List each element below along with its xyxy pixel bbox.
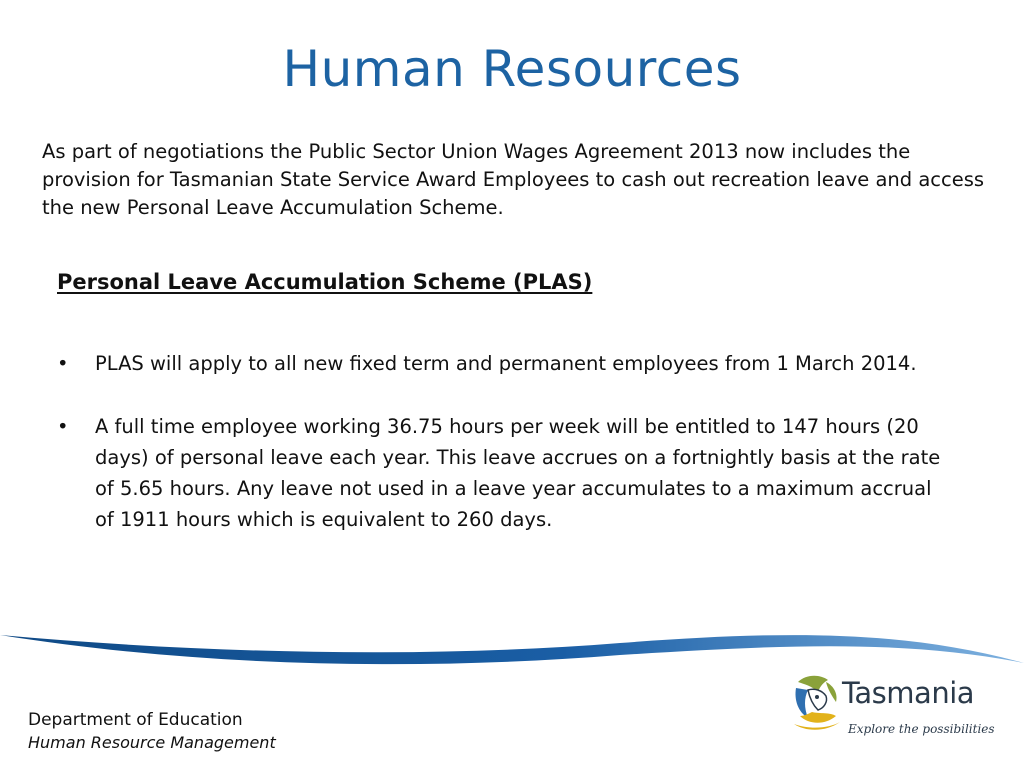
decorative-swoosh (0, 615, 1024, 675)
department-block (28, 708, 276, 754)
bullet-marker: • (57, 352, 69, 375)
department-name: Department of Education (28, 710, 243, 730)
bullet-item (57, 348, 947, 379)
logo-wordmark: Tasmania (842, 676, 975, 710)
tasmanian-tiger-emblem-icon (790, 672, 842, 734)
tasmania-logo (790, 672, 995, 744)
department-division: Human Resource Management (28, 733, 276, 752)
bullet-marker: • (57, 415, 69, 438)
bullet-text: A full time employee working 36.75 hours per week will be entitled to 147 hours (20 days) of personal leave each year. This leave accrues on a fortnightly basis at the rate of 5.65 hours. Any leave not used in a leave year accumulates to a maximum accrual of 1911 hours which is equivalent to 260 days. (95, 415, 941, 531)
slide-title: Human Resources (282, 40, 742, 98)
logo-tagline: Explore the possibilities (848, 722, 995, 736)
section-heading: Personal Leave Accumulation Scheme (PLAS) (57, 270, 593, 294)
intro-paragraph: As part of negotiations the Public Sector Union Wages Agreement 2013 now includes the provision for Tasmanian State Service Award Employees to cash out recreation leave and access the new Personal Leave Accumulation Scheme. (42, 140, 985, 219)
bullet-list (57, 348, 947, 567)
bullet-text: PLAS will apply to all new fixed term and permanent employees from 1 March 2014. (95, 352, 917, 375)
bullet-item (57, 411, 947, 535)
